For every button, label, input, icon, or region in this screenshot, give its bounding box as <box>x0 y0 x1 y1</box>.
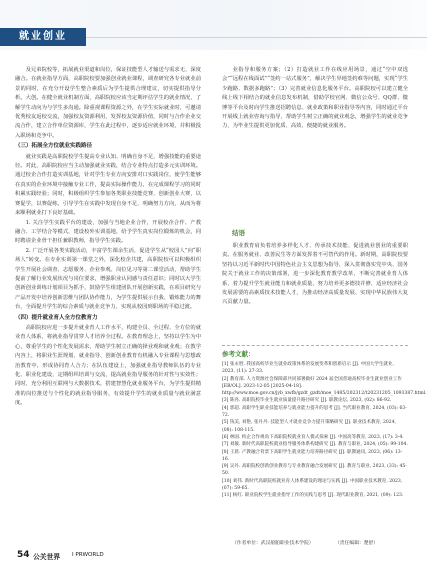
reference-item: [11] 杨红. 职业院校学生就业指导工作的实践与思考 [J]. 现代职业教育, 2021, (09): 123. <box>222 493 404 499</box>
references-list <box>222 361 427 500</box>
page-number: 54 <box>17 550 30 560</box>
references-divider <box>222 345 408 346</box>
reference-item: [9] 吴丹. 高职院校创新创业教育与专业教育融合发展研究 [J]. 教育与职业, 2023, (33): 45-50. <box>222 464 407 477</box>
right-column <box>222 66 408 132</box>
reference-item: [1] 张永胜. 我国高校毕业生就业政策体系的发展变革和创新启示 [J]. 中国大学生就业, 2023, (11): 27-33. <box>222 362 394 375</box>
reference-item: [8] 王晨. 产教融合背景下高职学生就业能力培养路径研究 [J]. 职教通讯, 2023, (06): 13-16. <box>222 449 403 462</box>
body-paragraph: 就业实践是高职院校学生提高专业认知、明确自身不足、增强技能的重要途径。对此，高职院校应当主动加强就业实践，结合专业特点打造多元实训环境。通过校企合作打造实训基地，针对学生专业方向安排对口实践岗位，使学生能够在真实的企业环境中接触专业工作，提高实际操作能力，在完成课程学习的同时积累实践经验；同时，积极组织学生参加各类职业技能竞赛、创新创业大赛，以赛促学，以赛促练，引导学生在实践中发现自身不足、明确努力方向，从而为将来顺利就业打下良好基础。 <box>15 153 201 217</box>
header-divider <box>86 37 427 38</box>
conclusion-heading: 结语 <box>232 229 245 237</box>
body-paragraph: 2. 广泛开展各类实践活动，丰富学生课余生活，促进学生从“校园人”向“职场人”转变。在专业实训第一课堂之外，深化校企共建，高职院校可以积极组织学生开展社会调查、志愿服务、企业参观、岗位见习等第二课堂活动，帮助学生提前了解行业发展状况与岗位要求，增强职业认同感与责任意识；同时以大学生创新创业训练计划项目为抓手，鼓励学生组建团队开展创新实践，在项目研究与产品开发中培养创新思维与团队协作能力，为学生提供展示自我、锻炼能力的舞台，全面提升学生的综合素质与就业竞争力，实现从校园到职场的平稳过渡。 <box>15 247 201 311</box>
section-heading: （四）提升就业育人全方位教育力 <box>15 314 98 321</box>
reference-item: [6] 林国. 校企合作视角下高职院校就业育人模式探索 [J]. 中国高等教育, 2023, (17): 3-4. <box>222 434 404 440</box>
reference-item: [10] 刘伟. 新时代高职院校就业育人体系建设的理论与实践 [J]. 中国职业技术教育, 2023, (07): 59-65. <box>222 478 403 492</box>
body-paragraph: 及兄弟院校等，拓展就业渠道和岗位，保证技能型人才输送与需求无、深度融合。在就业指导方面，高职院校要加强创业就业课程，调查研究各专业就业前景的同时，在充分开设学生整合素质后为学生提供合理建议，切实提供指导分析。大创。在健全就业机制方面，高职院校应该当定期评估学生的就业情况，了解学生动向为与学生多沟通。除重视课程资源之外，在学生实际就业时，可邀请优秀校友返校交流，加强校友资源利用，发挥校友资源价值，同时与合作企业交流合作，建立合作单位资源库，学生在此过程中，逐步适应就业环境，并积极投入职场和竞争中。 <box>15 67 201 139</box>
section-label: 就业创业 <box>0 28 86 46</box>
author-affiliation: （作者单位：武汉船舶职业技术学院） <box>232 541 314 546</box>
body-paragraph: 1. 关注学生实践平台的建设，加强与当地企业合作，开展校企合作、产教融合、工学结合等模式，建设校外实训基地，给予学生真实岗位锻炼的机会，同时聘请企业骨干担任兼职教师，指导学生实践。 <box>15 219 201 245</box>
reference-item: [5] 钱美, 刘艳, 张丹丹. 技能型人才就业竞争力提升策略研究 [J]. 职业技术教育, 2024, (08): 108-115. <box>222 420 397 433</box>
conclusion-text: 职业教育肩负着培养多样化人才、传承技术技能、促进就业创业的重要职责。在服务就业、改善民生等方面发挥着不可替代的作用。新时期，高职院校要坚持以习近平新时代中国特色社会主义思想为指导，深入贯彻落实党中央、国务院关于就业工作的决策部署，进一步深化教育教学改革，不断完善就业育人体系，着力提升学生就业能力和就业质量，努力培养更多德技并修、适应经济社会发展需要的高素质技术技能人才，为推动经济高质量发展、实现中华民族伟大复兴贡献力量。 <box>222 243 408 306</box>
responsible-editor: （责任编辑：楚舒） <box>335 541 379 546</box>
section-heading: （三）拓展全方位就业实践路径 <box>15 143 93 150</box>
magazine-site: I PRWORLD <box>72 552 104 558</box>
reference-item: [7] 刘敏. 新时代高职院校就业指导服务体系构建研究 [J]. 教育与职业, 2024, (05): 99-104. <box>222 442 408 448</box>
magazine-name: 公关世界 <box>33 553 61 561</box>
conclusion-body <box>222 242 408 308</box>
reference-item: [2] 教育部. 人力资源社会保障部共同部署做好 2024 届全国普通高校毕业生就业创业工作 [EB/OL]. 2023-12-05 [2025-04-18]. http://www.moe.gov.cn/jyb_xwfb/gzdt_gzdt/moe_1485/202312/t20231205_1093387.html. <box>222 376 427 397</box>
left-column <box>15 66 201 409</box>
body-paragraph: 业指导和服务方案；（2）打造就业工作在线应用场景，通过“空中双选会”“远程在线面试”“签约一站式服务”，解决学生异地签约难等问题，实现“学生少跑路、数据多跑路”；（3）完善就业信息化服务平台。高职院校可以建立健全线上线下相结合的就业信息发布机制，借助学校官网、微信公众号、QQ群、微博等平台及时向学生推送招聘信息、就业政策和职业指导等内容，同时通过平台开展线上就业咨询与指导，帮助学生树立正确的就业观念，增强学生的就业竞争力，为毕业生提供更加优质、高效、便捷的就业服务。 <box>222 67 408 130</box>
reference-item: [4] 郭超. 高职学生职业技能培养与就业能力提升的思考 [J]. 当代职业教育, 2024, (03): 63-72. <box>222 405 407 419</box>
body-paragraph: 高职院校应进一步提升就业育人工作水平，构建全员、全过程、全方位的就业育人体系，将就业指导贯穿人才培养全过程。在教育理念上，坚持以学生为中心，尊重学生的个性化发展需求，帮助学生树立正确的择业观和就业观；在教学内容上，将职业生涯规划、就业指导、创新创业教育有机融入专业课程与思想政治教育中，形成协同育人合力；在队伍建设上，加强就业指导教师队伍的专业化、职业化建设，定期组织培训与交流，提高就业指导服务的针对性与实效性；同时，充分利用互联网与大数据技术，搭建智慧化就业服务平台，为学生提供精准的岗位推送与个性化的就业指导服务，有效提升学生的就业质量与就业满意度。 <box>15 324 201 407</box>
reference-item: [3] 陈亮. 高职院校毕业生就业质量提升路径研究 [J]. 职教论坛, 2023, (02): 86-92. <box>222 398 392 404</box>
references-heading: 参考文献： <box>222 350 255 358</box>
